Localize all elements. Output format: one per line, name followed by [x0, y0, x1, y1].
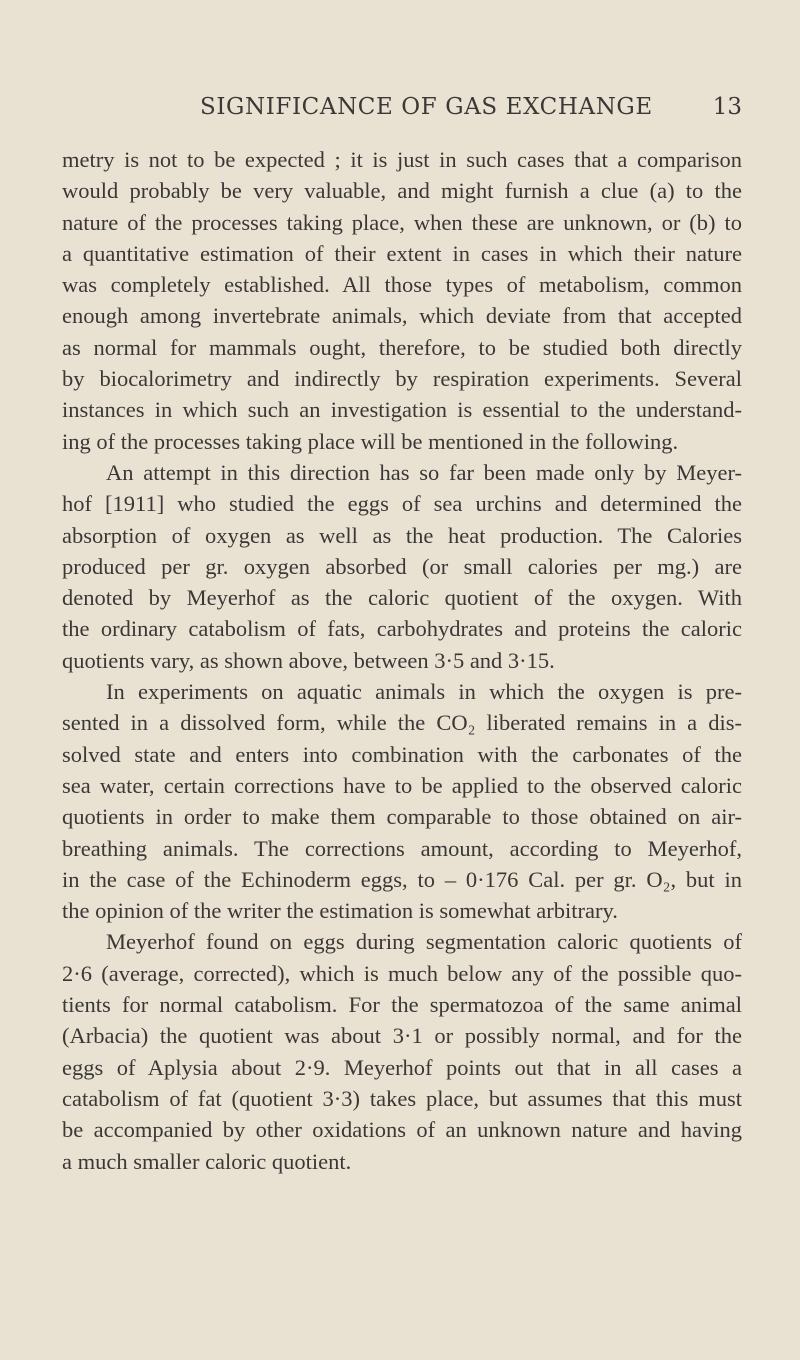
text-line: (Arbacia) the quotient was about 3·1 or possibly normal, and for the — [62, 1023, 742, 1049]
text-line: catabolism of fat (quotient 3·3) takes place, but assumes that this must — [62, 1085, 742, 1111]
text-line: a much smaller caloric quotient. — [62, 1148, 352, 1174]
text-line: would probably be very valuable, and might furnish a clue (a) to the — [62, 178, 742, 204]
text-line: as normal for mammals ought, therefore, to be studied both directly — [62, 334, 742, 360]
text-line: enough among invertebrate animals, which deviate from that accepted — [62, 303, 742, 329]
text-line: produced per gr. oxygen absorbed (or small calories per mg.) are — [62, 553, 742, 579]
running-head: SIGNIFICANCE OF GAS EXCHANGE — [200, 94, 653, 120]
text-line: 2·6 (average, corrected), which is much below any of the possible quo- — [62, 960, 742, 986]
text-line: metry is not to be expected ; it is just in such cases that a comparison — [62, 147, 742, 172]
page-header — [62, 94, 742, 130]
text-line: in the case of the Echinoderm eggs, to – 0·176 Cal. per gr. O₂, but in — [62, 866, 742, 892]
text-line: Meyerhof found on eggs during segmentation caloric quotients of — [106, 929, 742, 955]
text-line: absorption of oxygen as well as the heat production. The Calories — [62, 522, 742, 548]
text-line: hof [1911] who studied the eggs of sea urchins and determined the — [62, 491, 742, 517]
text-line: quotients vary, as shown above, between 3·5 and 3·15. — [62, 647, 555, 673]
text-line: was completely established. All those types of metabolism, common — [62, 272, 742, 298]
text-line: by biocalorimetry and indirectly by respiration experiments. Several — [62, 366, 742, 392]
text-line: a quantitative estimation of their extent in cases in which their nature — [62, 240, 742, 266]
text-line: breathing animals. The corrections amount, according to Meyerhof, — [62, 835, 742, 861]
text-line: An attempt in this direction has so far been made only by Meyer- — [106, 459, 742, 485]
text-line: instances in which such an investigation is essential to the understand- — [62, 397, 742, 423]
text-line: denoted by Meyerhof as the caloric quotient of the oxygen. With — [62, 585, 742, 611]
text-line: the ordinary catabolism of fats, carbohydrates and proteins the caloric — [62, 616, 742, 642]
page-number: 13 — [712, 94, 742, 120]
text-line: sea water, certain corrections have to be applied to the observed caloric — [62, 772, 742, 798]
text-line: solved state and enters into combination with the carbonates of the — [62, 741, 742, 767]
body-text — [62, 144, 742, 1177]
text-line: nature of the processes taking place, when these are unknown, or (b) to — [62, 209, 742, 235]
text-line: In experiments on aquatic animals in which the oxygen is pre- — [106, 679, 742, 705]
text-line: eggs of Aplysia about 2·9. Meyerhof points out that in all cases a — [62, 1054, 742, 1080]
text-line: quotients in order to make them comparable to those obtained on air- — [62, 804, 742, 830]
text-line: ing of the processes taking place will be mentioned in the following. — [62, 428, 679, 454]
text-line: be accompanied by other oxidations of an unknown nature and having — [62, 1117, 742, 1143]
text-line: tients for normal catabolism. For the spermatozoa of the same animal — [62, 992, 742, 1018]
text-line: sented in a dissolved form, while the CO₂ liberated remains in a dis- — [62, 710, 742, 736]
text-line: the opinion of the writer the estimation is somewhat arbitrary. — [62, 898, 618, 924]
